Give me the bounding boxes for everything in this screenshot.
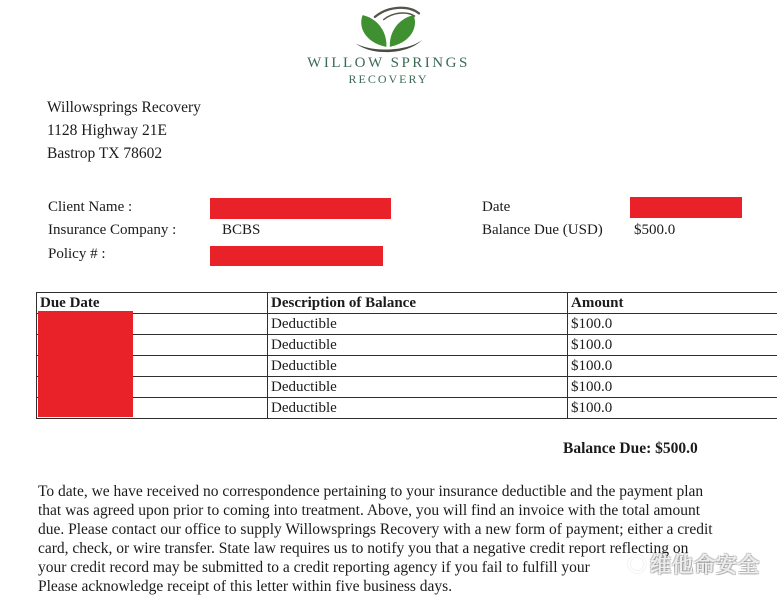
insurance-company-label: Insurance Company :: [48, 222, 177, 238]
date-redaction: [630, 197, 742, 218]
logo: [0, 6, 777, 87]
balance-due-label: Balance Due (USD): [482, 222, 603, 238]
logo-subtitle-text: RECOVERY: [348, 72, 429, 86]
amount-cell: $100.0: [568, 377, 777, 398]
body-line: card, check, or wire transfer. State law requires us to notify you that a negative credit report reflecting on: [38, 540, 689, 557]
insurance-company-value: BCBS: [222, 222, 261, 238]
amount-cell: $100.0: [568, 356, 777, 377]
col-header-amount: Amount: [568, 293, 777, 314]
sender-address: [47, 96, 201, 165]
due-date-column-redaction: [38, 311, 133, 417]
table-row: [37, 335, 777, 356]
watermark-text: 维他命安全: [650, 553, 760, 577]
description-cell: Deductible: [268, 335, 568, 356]
logo-name-text: WILLOW SPRINGS: [307, 55, 470, 71]
col-header-due-date: Due Date: [37, 293, 268, 314]
body-line: To date, we have received no correspondence pertaining to your insurance deductible and the payment plan: [38, 483, 704, 500]
amount-cell: $100.0: [568, 335, 777, 356]
table-row: [37, 377, 777, 398]
table-row: [37, 398, 777, 419]
invoice-table: [36, 292, 777, 419]
sender-street: 1128 Highway 21E: [47, 122, 167, 139]
body-line: that was agreed upon prior to coming into treatment. Above, you will find an invoice with the total amount: [38, 502, 701, 519]
table-row: [37, 314, 777, 335]
table-header-row: [37, 293, 777, 314]
description-cell: Deductible: [268, 398, 568, 419]
balance-due-value: $500.0: [634, 222, 676, 238]
description-cell: Deductible: [268, 356, 568, 377]
balance-due-summary: Balance Due: $500.0: [563, 440, 698, 457]
policy-number-label: Policy # :: [48, 246, 106, 262]
sender-city: Bastrop TX 78602: [47, 145, 163, 162]
willow-springs-leaves-icon: [345, 6, 433, 56]
date-label: Date: [482, 199, 511, 215]
client-name-label: Client Name :: [48, 199, 133, 215]
body-line: due. Please contact our office to supply Willowsprings Recovery with a new form of payment; either a credit: [38, 521, 713, 538]
amount-cell: $100.0: [568, 314, 777, 335]
sender-name: Willowsprings Recovery: [47, 99, 201, 116]
description-cell: Deductible: [268, 314, 568, 335]
amount-cell: $100.0: [568, 398, 777, 419]
policy-number-redaction: [210, 246, 383, 266]
client-name-redaction: [210, 198, 391, 219]
body-line: your credit record may be submitted to a credit reporting agency if you fail to fulfill your: [38, 559, 590, 576]
watermark-circle-icon: [628, 555, 646, 573]
col-header-description: Description of Balance: [268, 293, 568, 314]
table-row: [37, 356, 777, 377]
description-cell: Deductible: [268, 377, 568, 398]
watermark: [628, 549, 760, 579]
body-line: Please acknowledge receipt of this letter within five business days.: [38, 578, 453, 595]
